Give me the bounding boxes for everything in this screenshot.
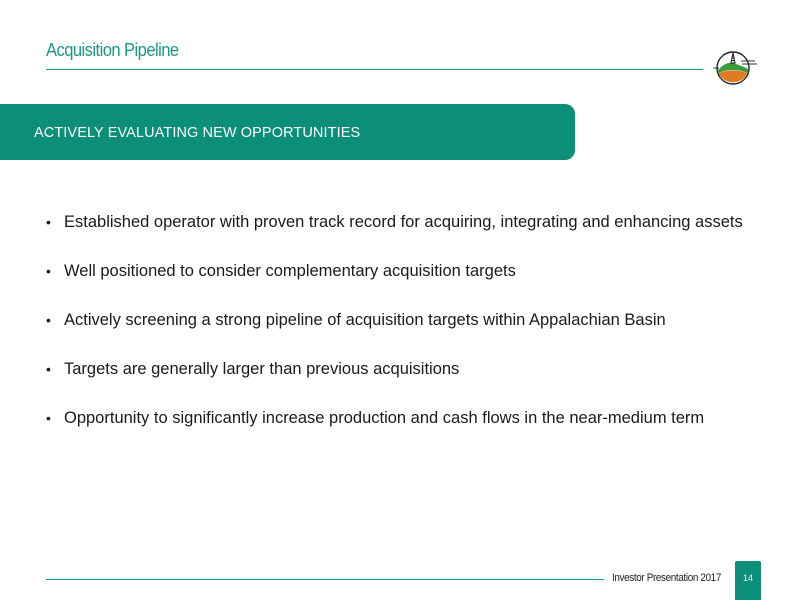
bullet-text: Targets are generally larger than previous acquisitions: [64, 360, 460, 378]
bullet-item: [46, 309, 766, 331]
bullet-list: [46, 211, 766, 456]
bullet-marker: •: [46, 361, 51, 377]
bullet-text: Established operator with proven track record for acquiring, integrating and enhancing assets: [64, 213, 743, 231]
page-number-badge: [735, 561, 761, 600]
section-banner: [0, 104, 575, 160]
slide-title: Acquisition Pipeline: [46, 40, 179, 60]
bullet-marker: •: [46, 263, 51, 279]
bullet-item: [46, 260, 766, 282]
bullet-marker: •: [46, 214, 51, 230]
bullet-item: [46, 407, 766, 429]
footer-divider: [46, 579, 604, 580]
bullet-text: Well positioned to consider complementary acquisition targets: [64, 262, 516, 280]
footer-label: Investor Presentation 2017: [612, 572, 721, 584]
banner-heading: ACTIVELY EVALUATING NEW OPPORTUNITIES: [34, 125, 361, 141]
page-number: 14: [742, 573, 753, 583]
bullet-text: Actively screening a strong pipeline of acquisition targets within Appalachian Basin: [64, 311, 666, 329]
bullet-marker: •: [46, 312, 51, 328]
company-logo-icon: [712, 47, 758, 89]
company-logo-icon: [712, 47, 758, 89]
bullet-item: [46, 211, 766, 233]
bullet-marker: •: [46, 410, 51, 426]
title-divider: [46, 69, 703, 70]
bullet-text: Opportunity to significantly increase production and cash flows in the near-medium term: [64, 409, 705, 427]
bullet-item: [46, 358, 766, 380]
